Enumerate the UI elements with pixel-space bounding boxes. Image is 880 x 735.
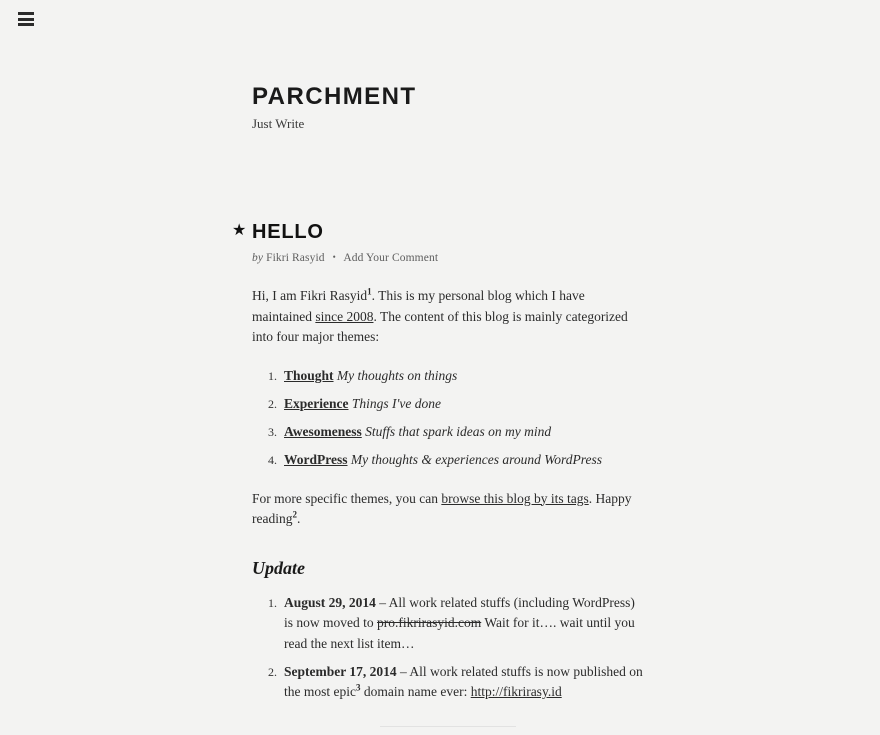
- theme-link-awesomeness[interactable]: Awesomeness: [284, 424, 362, 440]
- site-tagline: Just Write: [252, 116, 305, 132]
- post-content: [252, 286, 644, 702]
- theme-description-awesomeness: Stuffs that spark ideas on my mind: [365, 424, 552, 440]
- struck-url-1: pro.fikrirasyid.com: [377, 615, 482, 631]
- site-title[interactable]: PARCHMENT: [252, 83, 417, 110]
- update-date-2: September 17, 2014: [284, 663, 397, 679]
- themes-list: [252, 366, 644, 471]
- site-header: [252, 0, 644, 132]
- update-text-2b: domain name ever:: [360, 684, 471, 700]
- list-item: [280, 366, 644, 386]
- list-item: [280, 662, 644, 703]
- update-text-1a: All work related stuffs (including WordPress) is now moved to: [284, 595, 635, 631]
- theme-link-wordpress[interactable]: WordPress: [284, 452, 348, 468]
- list-item: [280, 593, 644, 654]
- theme-link-thought[interactable]: Thought: [284, 367, 334, 383]
- post-title-row: [232, 219, 644, 244]
- list-item: [280, 394, 644, 414]
- intro-text-1: Hi, I am Fikri Rasyid: [252, 287, 368, 303]
- hamburger-menu-icon-bar-3: [18, 23, 34, 26]
- tags-text-2: . Happy reading: [252, 490, 632, 527]
- theme-description-experience: Things I've done: [351, 395, 441, 411]
- post-divider: [380, 726, 516, 727]
- post-title[interactable]: HELLO: [252, 220, 324, 243]
- star-icon: ★: [232, 219, 247, 239]
- theme-description-wordpress: My thoughts & experiences around WordPress: [350, 452, 602, 468]
- intro-text-2: . This is my personal blog which I have maintained: [252, 287, 585, 324]
- update-text-2a: All work related stuffs is now published on the most epic: [284, 663, 643, 700]
- add-comment-link[interactable]: Add Your Comment: [343, 251, 439, 264]
- update-dash-2: –: [400, 663, 407, 679]
- theme-description-thought: My thoughts on things: [336, 367, 458, 383]
- theme-link-experience[interactable]: Experience: [284, 395, 349, 411]
- post-meta-author[interactable]: Fikri Rasyid: [266, 251, 325, 264]
- update-heading: Update: [252, 557, 305, 578]
- intro-text-3: . The content of this blog is mainly categorized into four major themes:: [252, 308, 628, 345]
- list-item: [280, 422, 644, 442]
- updates-list: [252, 593, 644, 702]
- since-2008-link[interactable]: since 2008: [315, 308, 374, 324]
- post-meta-separator: •: [332, 251, 336, 262]
- hamburger-menu-icon-bar-2: [18, 18, 34, 21]
- post-meta: [252, 252, 644, 264]
- post-article: [232, 219, 644, 727]
- post-meta-by-label: by: [252, 251, 264, 264]
- page-column: [232, 0, 644, 735]
- footnote-marker-1: 1: [367, 286, 372, 297]
- footnote-marker-2: 2: [292, 509, 297, 520]
- tags-text-1: For more specific themes, you can: [252, 490, 442, 506]
- intro-paragraph: [252, 286, 644, 348]
- fikrirasy-id-link[interactable]: http://fikrirasy.id: [470, 684, 562, 700]
- menu-toggle-button[interactable]: [18, 12, 34, 26]
- footnote-marker-3: 3: [355, 682, 361, 693]
- update-dash-1: –: [379, 595, 387, 611]
- tags-paragraph: [252, 489, 644, 530]
- browse-tags-link[interactable]: browse this blog by its tags: [441, 490, 589, 506]
- update-date-1: August 29, 2014: [284, 595, 376, 611]
- list-item: [280, 450, 644, 470]
- tags-text-3: .: [296, 511, 301, 527]
- update-text-1b: Wait for it…. wait until you read the next list item…: [284, 615, 635, 651]
- hamburger-menu-icon-bar-1: [18, 12, 34, 15]
